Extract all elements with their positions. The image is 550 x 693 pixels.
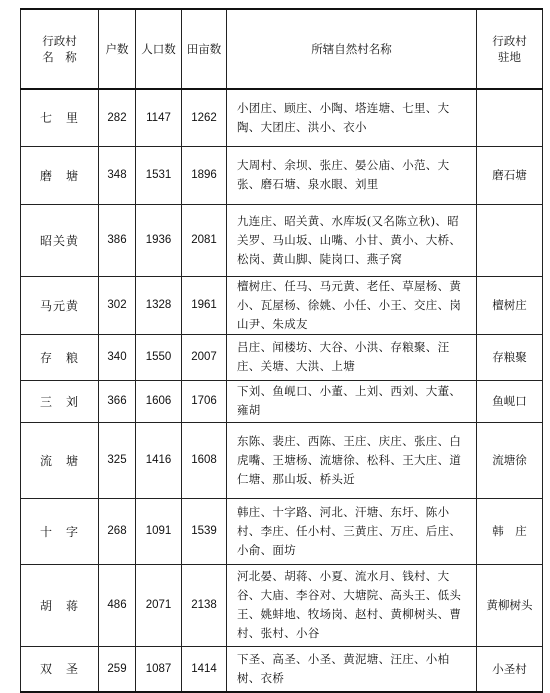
cell-village-name: 双 圣 bbox=[21, 646, 99, 692]
cell-population: 1087 bbox=[136, 646, 182, 692]
cell-households: 325 bbox=[99, 422, 136, 498]
cell-households: 302 bbox=[99, 276, 136, 334]
table-header-row bbox=[21, 9, 543, 89]
cell-natural-villages: 下圣、高圣、小圣、黄泥塘、汪庄、小柏树、衣桥 bbox=[227, 646, 477, 692]
header-farmland: 田亩数 bbox=[182, 9, 227, 89]
cell-farmland: 2138 bbox=[182, 564, 227, 646]
cell-seat: 韩 庄 bbox=[477, 498, 543, 564]
header-natural-villages: 所辖自然村名称 bbox=[227, 9, 477, 89]
cell-farmland: 2007 bbox=[182, 334, 227, 380]
table-row bbox=[21, 146, 543, 204]
cell-households: 259 bbox=[99, 646, 136, 692]
cell-farmland: 1539 bbox=[182, 498, 227, 564]
cell-population: 1531 bbox=[136, 146, 182, 204]
cell-village-name: 马元黄 bbox=[21, 276, 99, 334]
header-seat bbox=[477, 9, 543, 89]
cell-natural-villages: 九连庄、昭关黄、水库坂(又名陈立秋)、昭关罗、马山坂、山嘴、小甘、黄小、大桥、松岗、黄山脚、陡岗口、燕子窝 bbox=[227, 204, 477, 276]
cell-farmland: 1961 bbox=[182, 276, 227, 334]
village-table bbox=[20, 8, 543, 693]
cell-population: 1147 bbox=[136, 89, 182, 146]
cell-seat: 流塘徐 bbox=[477, 422, 543, 498]
cell-seat: 黄柳树头 bbox=[477, 564, 543, 646]
cell-seat: 存粮聚 bbox=[477, 334, 543, 380]
cell-natural-villages: 小团庄、顾庄、小陶、塔连塘、七里、大陶、大团庄、洪小、衣小 bbox=[227, 89, 477, 146]
cell-seat: 鱼岘口 bbox=[477, 380, 543, 422]
table-row bbox=[21, 498, 543, 564]
cell-village-name: 十 字 bbox=[21, 498, 99, 564]
cell-population: 1936 bbox=[136, 204, 182, 276]
header-households: 户数 bbox=[99, 9, 136, 89]
cell-households: 486 bbox=[99, 564, 136, 646]
header-seat-line1: 行政村 bbox=[492, 34, 527, 48]
cell-village-name: 磨 塘 bbox=[21, 146, 99, 204]
cell-population: 1091 bbox=[136, 498, 182, 564]
cell-seat: 檀树庄 bbox=[477, 276, 543, 334]
cell-farmland: 1608 bbox=[182, 422, 227, 498]
table-row bbox=[21, 204, 543, 276]
cell-seat: 磨石塘 bbox=[477, 146, 543, 204]
cell-village-name: 七 里 bbox=[21, 89, 99, 146]
cell-households: 366 bbox=[99, 380, 136, 422]
header-population: 人口数 bbox=[136, 9, 182, 89]
header-seat-line2: 驻地 bbox=[498, 50, 521, 64]
cell-farmland: 2081 bbox=[182, 204, 227, 276]
cell-natural-villages: 东陈、裴庄、西陈、王庄、庆庄、张庄、白虎嘴、王塘杨、流塘徐、松科、王大庄、道仁塘、那山坂、桥头近 bbox=[227, 422, 477, 498]
cell-natural-villages: 吕庄、闻楼坊、大谷、小洪、存粮聚、汪庄、关塘、大洪、上塘 bbox=[227, 334, 477, 380]
cell-households: 282 bbox=[99, 89, 136, 146]
cell-farmland: 1262 bbox=[182, 89, 227, 146]
cell-natural-villages: 河北晏、胡蒋、小夏、流水月、钱村、大谷、大庙、李谷对、大塘院、高头王、低头王、姚蚌地、牧场岗、赵村、黄柳树头、曹村、张村、小谷 bbox=[227, 564, 477, 646]
cell-population: 1328 bbox=[136, 276, 182, 334]
cell-village-name: 三 刘 bbox=[21, 380, 99, 422]
cell-village-name: 昭关黄 bbox=[21, 204, 99, 276]
cell-village-name: 存 粮 bbox=[21, 334, 99, 380]
cell-natural-villages: 檀树庄、任马、马元黄、老任、草屋杨、黄小、瓦屋杨、徐姚、小任、小王、交庄、岗山尹、朱成友 bbox=[227, 276, 477, 334]
cell-households: 386 bbox=[99, 204, 136, 276]
cell-households: 268 bbox=[99, 498, 136, 564]
cell-seat bbox=[477, 89, 543, 146]
header-village-name bbox=[21, 9, 99, 89]
cell-seat bbox=[477, 204, 543, 276]
cell-population: 1550 bbox=[136, 334, 182, 380]
cell-natural-villages: 下刘、鱼岘口、小董、上刘、西刘、大董、雍胡 bbox=[227, 380, 477, 422]
cell-population: 1606 bbox=[136, 380, 182, 422]
cell-village-name: 流 塘 bbox=[21, 422, 99, 498]
table-row bbox=[21, 334, 543, 380]
table-row bbox=[21, 422, 543, 498]
cell-natural-villages: 韩庄、十字路、河北、汗塘、东圩、陈小村、李庄、任小村、三黄庄、万庄、后庄、小俞、面坊 bbox=[227, 498, 477, 564]
table-row bbox=[21, 276, 543, 334]
cell-households: 348 bbox=[99, 146, 136, 204]
cell-seat: 小圣村 bbox=[477, 646, 543, 692]
cell-natural-villages: 大周村、余坝、张庄、晏公庙、小范、大张、磨石塘、泉水眼、刘里 bbox=[227, 146, 477, 204]
table-row bbox=[21, 89, 543, 146]
cell-farmland: 1414 bbox=[182, 646, 227, 692]
cell-population: 1416 bbox=[136, 422, 182, 498]
table-row bbox=[21, 646, 543, 692]
table-row bbox=[21, 380, 543, 422]
table-row bbox=[21, 564, 543, 646]
header-village-name-line2: 名 称 bbox=[42, 50, 77, 64]
cell-population: 2071 bbox=[136, 564, 182, 646]
cell-farmland: 1706 bbox=[182, 380, 227, 422]
village-statistics-sheet bbox=[20, 8, 542, 693]
cell-farmland: 1896 bbox=[182, 146, 227, 204]
cell-village-name: 胡 蒋 bbox=[21, 564, 99, 646]
header-village-name-line1: 行政村 bbox=[42, 34, 77, 48]
cell-households: 340 bbox=[99, 334, 136, 380]
